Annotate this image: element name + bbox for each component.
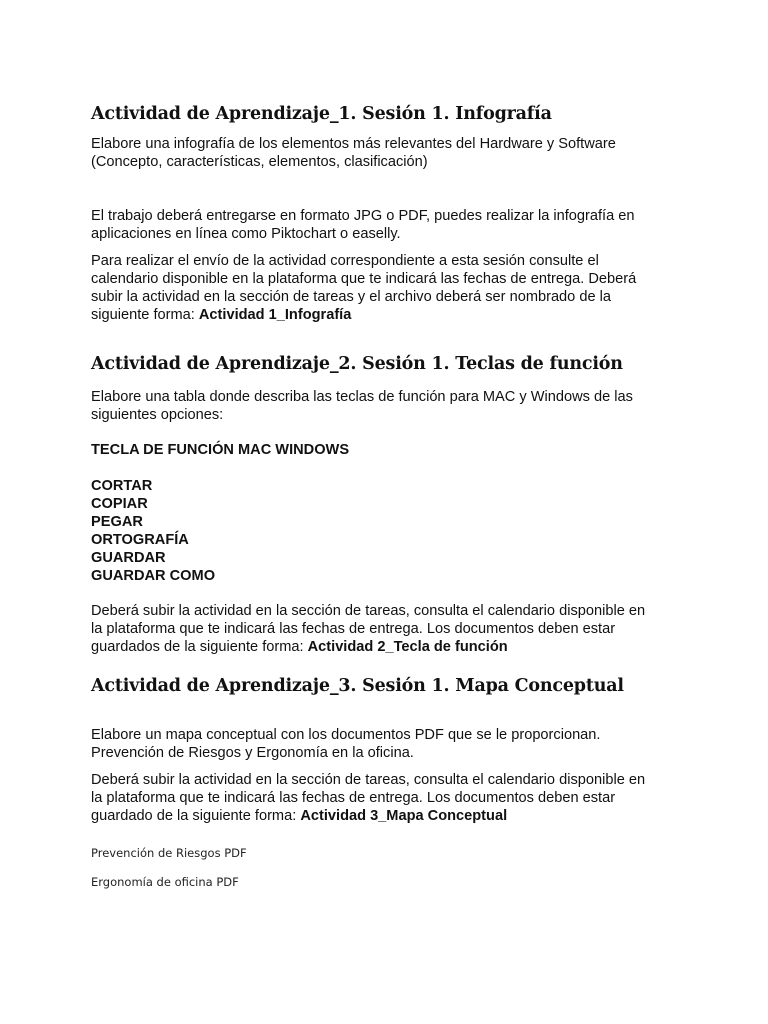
option-pegar: PEGAR [91, 514, 143, 530]
text-line: Deberá subir la actividad en la sección de tareas, consulta el calendario disponible en [91, 603, 646, 619]
text-line: Prevención de Riesgos y Ergonomía en la oficina. [91, 745, 414, 761]
section-1-submission [91, 252, 677, 324]
section-3-heading: Actividad de Aprendizaje_3. Sesión 1. Mapa Conceptual [91, 676, 624, 696]
text-line: siguientes opciones: [91, 407, 224, 423]
text-line: El trabajo deberá entregarse en formato JPG o PDF, puedes realizar la infografía en [91, 208, 635, 224]
section-2-submission [91, 602, 677, 656]
text-fragment: guardados de la siguiente forma: [91, 639, 308, 655]
option-cortar: CORTAR [91, 478, 153, 494]
text-line: Deberá subir la actividad en la sección de tareas, consulta el calendario disponible en [91, 772, 646, 788]
option-ortografia: ORTOGRAFÍA [91, 532, 189, 548]
text-line: calendario disponible en la plataforma que te indicará las fechas de entrega. Deberá [91, 271, 637, 287]
file-name-bold: Actividad 3_Mapa Conceptual [300, 808, 508, 824]
file-name-bold: Actividad 1_Infografía [198, 307, 352, 323]
text-fragment: siguiente forma: [91, 307, 199, 323]
text-line: subir la actividad en la sección de tareas y el archivo deberá ser nombrado de la [91, 289, 611, 305]
text-line: Elabore una infografía de los elementos más relevantes del Hardware y Software [91, 136, 616, 152]
file-name-bold: Actividad 2_Tecla de función [307, 639, 508, 655]
link-prevencion-riesgos-pdf[interactable]: Prevención de Riesgos PDF [91, 846, 247, 860]
option-copiar: COPIAR [91, 496, 148, 512]
text-line: Elabore una tabla donde describa las teclas de función para MAC y Windows de las [91, 389, 633, 405]
section-1-intro [91, 135, 677, 171]
link-ergonomia-oficina-pdf[interactable]: Ergonomía de oficina PDF [91, 875, 239, 889]
text-line: la plataforma que te indicará las fechas de entrega. Los documentos deben estar [91, 621, 616, 637]
section-1-format [91, 207, 677, 243]
section-2-heading: Actividad de Aprendizaje_2. Sesión 1. Teclas de función [91, 354, 623, 374]
text-line: Elabore un mapa conceptual con los documentos PDF que se le proporcionan. [91, 727, 601, 743]
text-line: Para realizar el envío de la actividad correspondiente a esta sesión consulte el [91, 253, 599, 269]
table-header: TECLA DE FUNCIÓN MAC WINDOWS [91, 442, 350, 458]
text-line: aplicaciones en línea como Piktochart o easelly. [91, 226, 401, 242]
option-guardar-como: GUARDAR COMO [91, 568, 216, 584]
option-guardar: GUARDAR [91, 550, 166, 566]
section-3-intro [91, 726, 677, 762]
section-1-heading: Actividad de Aprendizaje_1. Sesión 1. Infografía [91, 104, 552, 124]
text-line [91, 306, 677, 324]
text-fragment: guardado de la siguiente forma: [91, 808, 301, 824]
section-2-intro [91, 388, 677, 424]
text-line: la plataforma que te indicará las fechas de entrega. Los documentos deben estar [91, 790, 616, 806]
text-line [91, 638, 677, 656]
section-3-submission [91, 771, 677, 825]
function-options-list [91, 477, 215, 585]
text-line: (Concepto, características, elementos, clasificación) [91, 154, 428, 170]
text-line [91, 807, 677, 825]
